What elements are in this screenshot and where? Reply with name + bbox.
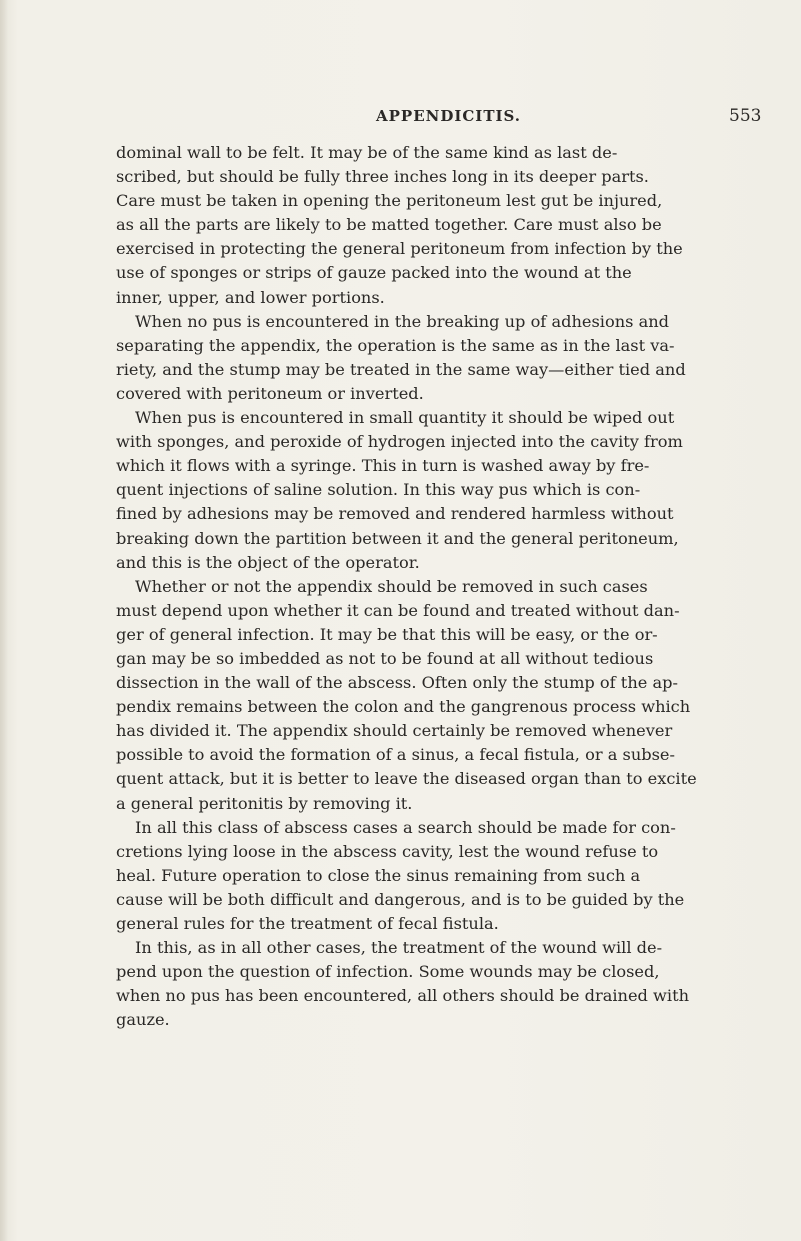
text-line: quent attack, but it is better to leave the diseased organ than to excite (116, 769, 697, 789)
text-line: gan may be so imbedded as not to be found at all without tedious (116, 648, 654, 668)
text-line: covered with peritoneum or inverted. (116, 383, 424, 403)
text-line: general rules for the treatment of fecal fistula. (116, 914, 499, 933)
text-line: Care must be taken in opening the peritoneum lest gut be injured, (116, 191, 663, 211)
text-line: scribed, but should be fully three inches long in its deeper parts. (116, 167, 649, 187)
text-line: When pus is encountered in small quantity it should be wiped out (135, 408, 675, 428)
text-line: heal. Future operation to close the sinus remaining from such a (116, 865, 641, 885)
text-line: In all this class of abscess cases a search should be made for con- (135, 817, 676, 837)
text-line: possible to avoid the formation of a sinus, a fecal fistula, or a subse- (116, 745, 675, 765)
text-line: cretions lying loose in the abscess cavity, lest the wound refuse to (116, 841, 659, 861)
text-line: fined by adhesions may be removed and rendered harmless without (116, 504, 674, 524)
text-line: breaking down the partition between it and the general peritoneum, (116, 528, 679, 548)
page-header (0, 107, 801, 131)
text-line: use of sponges or strips of gauze packed into the wound at the (116, 263, 632, 283)
text-line: dominal wall to be felt. It may be of the same kind as last de- (116, 143, 618, 162)
text-line: inner, upper, and lower portions. (116, 287, 385, 307)
text-line: and this is the object of the operator. (116, 552, 420, 572)
text-line: separating the appendix, the operation is the same as in the last va- (116, 335, 675, 355)
page-number: 553 (729, 106, 762, 126)
text-line: which it flows with a syringe. This in turn is washed away by fre- (116, 456, 650, 476)
text-line: pend upon the question of infection. Some wounds may be closed, (116, 962, 660, 982)
text-line: pendix remains between the colon and the gangrenous process which (116, 697, 691, 717)
text-line: when no pus has been encountered, all others should be drained with (116, 986, 690, 1006)
text-line: gauze. (116, 1010, 170, 1030)
text-line: a general peritonitis by removing it. (116, 793, 413, 813)
text-line: riety, and the stump may be treated in the same way—either tied and (116, 359, 686, 379)
running-head: APPENDICITIS. (376, 107, 522, 125)
text-line: In this, as in all other cases, the treatment of the wound will de- (135, 938, 663, 958)
text-line: with sponges, and peroxide of hydrogen injected into the cavity from (116, 432, 683, 452)
text-line: quent injections of saline solution. In this way pus which is con- (116, 480, 641, 500)
text-line: has divided it. The appendix should certainly be removed whenever (116, 721, 673, 741)
text-line: as all the parts are likely to be matted together. Care must also be (116, 215, 662, 235)
text-line: cause will be both difficult and dangerous, and is to be guided by the (116, 889, 685, 909)
text-line: must depend upon whether it can be found and treated without dan- (116, 600, 680, 620)
text-line: ger of general infection. It may be that this will be easy, or the or- (116, 624, 658, 644)
text-line: When no pus is encountered in the breaking up of adhesions and (135, 311, 670, 331)
body-text (116, 141, 801, 1032)
text-line: Whether or not the appendix should be removed in such cases (135, 576, 648, 596)
text-line: exercised in protecting the general peritoneum from infection by the (116, 239, 683, 259)
page-binding-shadow (0, 0, 8, 1241)
text-line: dissection in the wall of the abscess. Often only the stump of the ap- (116, 673, 678, 693)
